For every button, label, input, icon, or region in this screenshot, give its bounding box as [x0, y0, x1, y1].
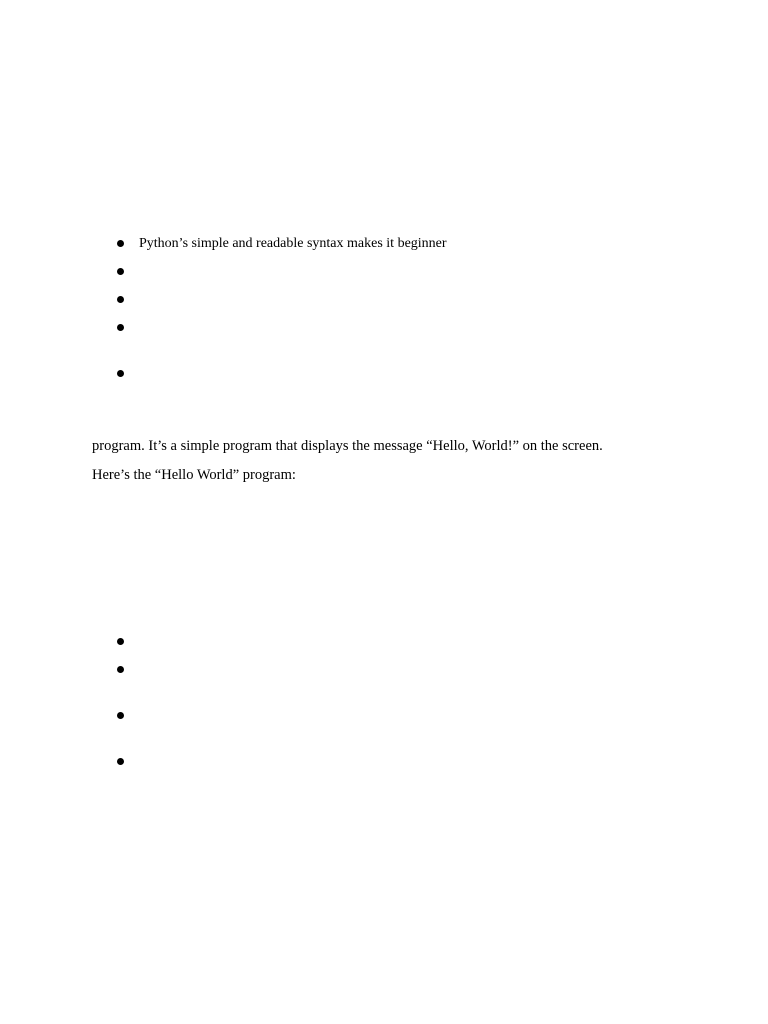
- bullet-icon: [116, 637, 126, 647]
- bullet-icon: [116, 711, 126, 721]
- bullet-icon: [116, 665, 126, 675]
- bullet-icon: [116, 323, 126, 333]
- bullet-icon: [116, 369, 126, 379]
- bullet-icon: [116, 267, 126, 277]
- list-item-text: Python’s simple and readable syntax makes it beginner: [139, 236, 447, 251]
- paragraph-line: program. It’s a simple program that displays the message “Hello, World!” on the screen.: [92, 438, 603, 454]
- bullet-icon: [116, 295, 126, 305]
- bullet-icon: [116, 239, 126, 249]
- bullet-icon: [116, 757, 126, 767]
- paragraph-line: Here’s the “Hello World” program:: [92, 467, 296, 483]
